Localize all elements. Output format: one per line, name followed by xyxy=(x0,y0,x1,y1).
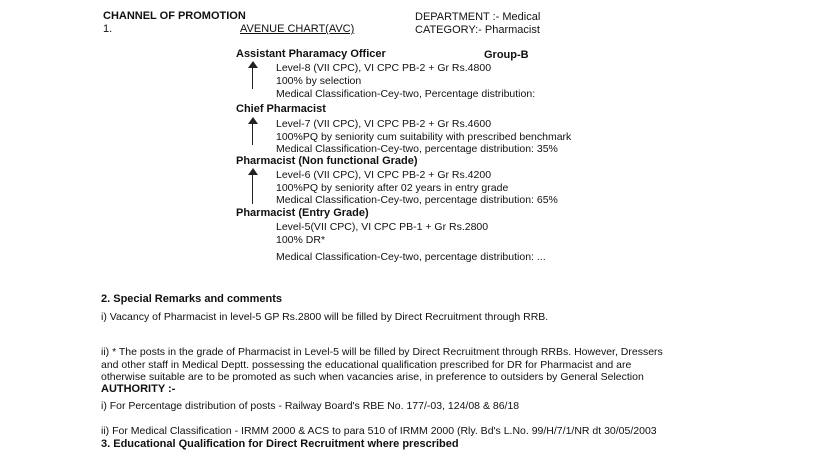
post-title-pharmacist-entry-grade: Pharmacist (Entry Grade) xyxy=(236,207,369,219)
post-detail-line: Medical Classification-Cey-two, percentage distribution: ... xyxy=(276,251,546,263)
group-label: Group-B xyxy=(484,49,529,61)
post-detail-line: Medical Classification-Cey-two, percentage distribution: 35% xyxy=(276,143,558,155)
special-remarks-heading: 2. Special Remarks and comments xyxy=(101,293,282,305)
educational-qualification-heading: 3. Educational Qualification for Direct Recruitment where prescribed xyxy=(101,438,459,450)
post-detail-line: Medical Classification-Cey-two, Percentage distribution: xyxy=(276,88,536,100)
post-detail-line: Level-5(VII CPC), VI CPC PB-1 + Gr Rs.2800 xyxy=(276,221,489,233)
post-detail-line: 100% DR* xyxy=(276,234,326,246)
post-title-chief-pharmacist: Chief Pharmacist xyxy=(236,103,326,115)
post-detail-line: Level-8 (VII CPC), VI CPC PB-2 + Gr Rs.4800 xyxy=(276,62,492,74)
post-title-pharmacist-non-functional: Pharmacist (Non functional Grade) xyxy=(236,155,418,167)
item-number: 1. xyxy=(103,23,113,35)
remark-item-2-line: and other staff in Medical Deptt. possessing the educational qualification prescribed for DR for Pharmacist and are xyxy=(101,359,632,371)
post-detail-line: 100%PQ by seniority after 02 years in entry grade xyxy=(276,182,509,194)
promotion-arrow-icon xyxy=(248,168,258,204)
post-detail-line: Level-7 (VII CPC), VI CPC PB-2 + Gr Rs.4600 xyxy=(276,118,492,130)
post-detail-line: Level-6 (VII CPC), VI CPC PB-2 + Gr Rs.4200 xyxy=(276,169,492,181)
authority-heading: AUTHORITY :- xyxy=(101,383,176,395)
authority-item-2: ii) For Medical Classification - IRMM 2000 & ACS to para 510 of IRMM 2000 (Rly. Bd's L.No. 99/H/7/1/NR dt 30/05/2003 xyxy=(101,425,657,437)
remark-item-2-line: ii) * The posts in the grade of Pharmacist in Level-5 will be filled by Direct Recruitment through RRBs. However, Dressers xyxy=(101,346,663,358)
remark-item-2-line: otherwise suitable are to be promoted as such when vacancies arise, in preference to outsiders by General Selection xyxy=(101,371,644,383)
authority-item-1: i) For Percentage distribution of posts - Railway Board's RBE No. 177/-03, 124/08 & 86/18 xyxy=(101,400,520,412)
promotion-arrow-icon xyxy=(248,61,258,89)
post-detail-line: 100% by selection xyxy=(276,75,362,87)
category-label: CATEGORY:- Pharmacist xyxy=(415,24,540,36)
avenue-chart-title: AVENUE CHART(AVC) xyxy=(240,23,355,35)
remark-item-1: i) Vacancy of Pharmacist in level-5 GP Rs.2800 will be filled by Direct Recruitment through RRB. xyxy=(101,311,549,323)
department-label: DEPARTMENT :- Medical xyxy=(415,11,541,23)
post-title-assistant-pharmacy-officer: Assistant Pharamacy Officer xyxy=(236,48,386,60)
promotion-arrow-icon xyxy=(248,117,258,145)
post-detail-line: Medical Classification-Cey-two, percentage distribution: 65% xyxy=(276,194,558,206)
post-detail-line: 100%PQ by seniority cum suitability with prescribed benchmark xyxy=(276,131,572,143)
channel-of-promotion-heading: CHANNEL OF PROMOTION xyxy=(103,10,246,22)
